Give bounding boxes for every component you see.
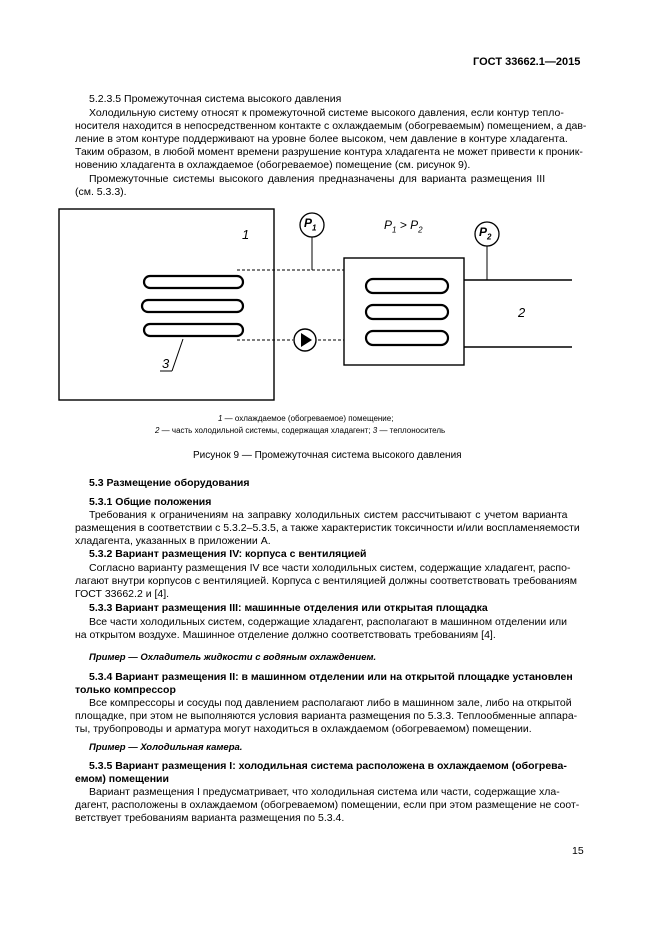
exchanger-coil-loop-2 (366, 305, 448, 319)
section-heading-534-line1: 5.3.4 Вариант размещения II: в машинном отделении или на открытой площадке установлен (89, 671, 573, 683)
figure-caption: Рисунок 9 — Промежуточная система высокого давления (193, 450, 462, 461)
text-line: Промежуточные системы высокого давления предназначены для варианта размещения III (89, 173, 546, 185)
section-heading-531: 5.3.1 Общие положения (89, 496, 212, 508)
example-534: Пример — Холодильная камера. (89, 742, 243, 753)
section-heading-533: 5.3.3 Вариант размещения III: машинные отделения или открытая площадка (89, 602, 488, 614)
section-heading-5235: 5.2.3.5 Промежуточная система высокого давления (89, 93, 342, 105)
text-line: ГОСТ 33662.2 и [4]. (75, 588, 170, 600)
section-heading-534-line2: только компрессор (75, 684, 176, 696)
text-line: размещения в соответствии с 5.3.2–5.3.5, а также характеристик токсичности и/или воспламеняемости (75, 522, 580, 534)
figure-legend-line-1: 1 — охлаждаемое (обогреваемое) помещение; (218, 414, 394, 423)
text-line: дагент, расположены в охлаждаемом (обогреваемом) помещении, если при этом размещение не соот- (75, 799, 580, 811)
figure-label-3: 3 (162, 356, 170, 371)
text-line: лагают внутри корпусов с вентиляцией. Корпуса с вентиляцией должны соответствовать требованиям (75, 575, 577, 587)
gauge-p1-label: $P_1$ (304, 216, 317, 233)
example-533: Пример — Охладитель жидкости с водяным охлаждением. (89, 652, 377, 663)
text-line: Требования к ограничениям на заправку холодильных систем рассчитывают с учетом варианта (89, 509, 568, 521)
text-line: площадке, при этом не выполняются условия варианта размещения по 5.3.3. Теплообменные аппара- (75, 710, 578, 722)
heat-exchanger-box (344, 258, 464, 365)
figure-legend-line-2: 2 — часть холодильной системы, содержащая хладагент; 3 — теплоноситель (155, 426, 446, 435)
text-line: на открытом воздухе. Машинное отделение должно соответствовать требованиям [4]. (75, 629, 496, 641)
section-heading-535-line2: емом) помещении (75, 773, 169, 785)
text-line: Все части холодильных систем, содержащие хладагент, располагают в машинном отделении или (89, 616, 567, 628)
text-line: Все компрессоры и сосуды под давлением располагают либо в машинном зале, либо на открытой (89, 697, 572, 709)
exchanger-coil-loop-3 (366, 331, 448, 345)
exchanger-coil-loop-1 (366, 279, 448, 293)
text-line: ветствует требованиям варианта размещения по 5.3.4. (75, 812, 345, 824)
gauge-p2-label: $P_2$ (479, 225, 492, 242)
text-line: новению хладагента в охлаждаемое (обогреваемое) помещение (см. рисунок 9). (75, 159, 471, 171)
text-line: ты, трубопроводы и арматура могут находиться в охлаждаемом (обогреваемом) помещении. (75, 723, 532, 735)
pressure-relation: $P_1 > P_2$ (384, 218, 423, 235)
section-heading-53: 5.3 Размещение оборудования (89, 477, 250, 489)
figure-label-2: 2 (518, 305, 526, 320)
section-heading-532: 5.3.2 Вариант размещения IV: корпуса с вентиляцией (89, 548, 367, 560)
text-line: (см. 5.3.3). (75, 186, 127, 198)
text-line: ление в этом контуре поддерживают на уровне более высоком, чем давление в контуре хладагента. (75, 133, 568, 145)
label-3-leader (172, 339, 183, 371)
room-coil-loop-2 (142, 300, 243, 312)
room-coil-loop-3 (144, 324, 243, 336)
text-line: Холодильную систему относят к промежуточной системе высокого давления, если контур тепло- (89, 107, 564, 119)
standard-number: ГОСТ 33662.1—2015 (473, 56, 581, 68)
section-heading-535-line1: 5.3.5 Вариант размещения I: холодильная система расположена в охлаждаемом (обогрева- (89, 760, 567, 772)
text-line: носителя находится в непосредственном контакте с охлаждаемым (обогреваемым) помещением, а дав- (75, 120, 587, 132)
room-coil-loop-1 (144, 276, 243, 288)
text-line: хладагента, указанных в приложении А. (75, 535, 271, 547)
text-line: Таким образом, в любой момент времени разрушение контура хладагента не может привести к проник- (75, 146, 583, 158)
text-line: Согласно варианту размещения IV все части холодильных систем, содержащие хладагент, распо- (89, 562, 571, 574)
text-line: Вариант размещения I предусматривает, что холодильная система или части, содержащие хла- (89, 786, 560, 798)
page-number: 15 (572, 845, 584, 857)
figure-label-1: 1 (242, 227, 250, 242)
